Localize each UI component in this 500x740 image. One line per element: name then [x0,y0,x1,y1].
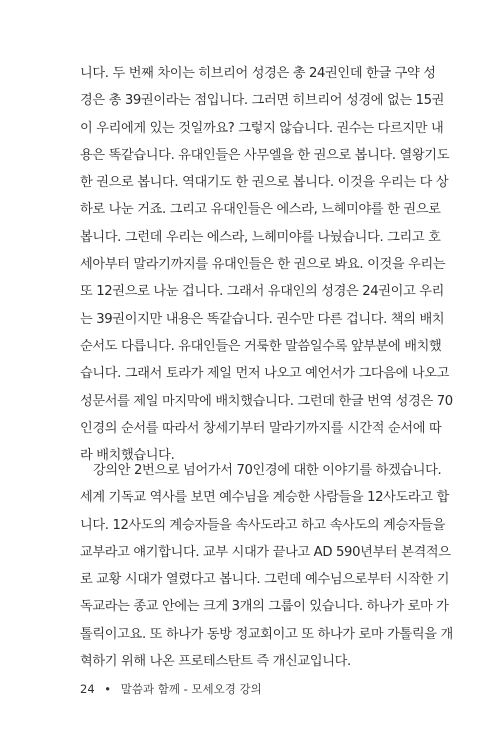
text-line: 용은 똑같습니다. 유대인들은 사무엘을 한 권으로 봅니다. 열왕기도 [80,147,450,163]
body-paragraph-2 [80,457,453,675]
body-paragraph-1 [80,60,453,469]
book-title: 말씀과 함께 - 모세오경 강의 [120,682,262,696]
text-line: 니다. 두 번째 차이는 히브리어 성경은 총 24권인데 한글 구약 성 [80,66,436,81]
text-line: 또 12권으로 나눈 겁니다. 그래서 유대인의 성경은 24권이고 우리 [80,284,445,300]
text-line: 순서도 다릅니다. 유대인들은 거룩한 말씀일수록 앞부분에 배치했 [80,338,442,354]
text-line: 한 권으로 봅니다. 역대기도 한 권으로 봅니다. 이것을 우리는 다 상 [80,175,449,191]
text-line: 성문서를 제일 마지막에 배치했습니다. 그런데 한글 번역 성경은 70 [80,393,453,409]
text-line: 혁하기 위해 나온 프로테스탄트 즉 개신교입니다. [80,654,351,670]
text-line: 로 교황 시대가 열렸다고 봅니다. 그런데 예수님으로부터 시작한 기 [80,572,450,588]
text-line: 경은 총 39권이라는 점입니다. 그러면 히브리어 성경에 없는 15권 [80,93,445,109]
text-line: 세계 기독교 역사를 보면 예수님을 계승한 사람들을 12사도라고 합 [80,490,449,506]
text-line: 톨릭이고요. 또 하나가 동방 정교회이고 또 하나가 로마 가톨릭을 개 [80,626,453,642]
text-line: 인경의 순서를 따라서 창세기부터 말라기까지를 시간적 순서에 따 [80,420,442,436]
text-line: 교부라고 얘기합니다. 교부 시대가 끝나고 AD 590년부터 본격적으 [80,544,451,560]
text-line: 라 배치했습니다. [80,448,175,464]
footer-separator: • [104,682,112,696]
text-line: 독교라는 종교 안에는 크게 3개의 그룹이 있습니다. 하나가 로마 가 [80,599,449,615]
text-line: 니다. 12사도의 계승자들을 속사도라고 하고 속사도의 계승자들을 [80,517,446,533]
page-number: 24 [80,682,95,696]
text-line: 습니다. 그래서 토라가 제일 먼저 나오고 예언서가 그다음에 나오고 [80,366,450,382]
text-line: 이 우리에게 있는 것일까요? 그렇지 않습니다. 권수는 다르지만 내 [80,120,444,136]
text-line: 는 39권이지만 내용은 똑같습니다. 권수만 다른 겁니다. 책의 배치 [80,311,445,327]
page-footer [80,679,262,699]
text-line: 봅니다. 그런데 우리는 에스라, 느헤미야를 나눴습니다. 그리고 호 [80,229,441,245]
text-line: 강의안 2번으로 넘어가서 70인경에 대한 이야기를 하겠습니다. [93,463,442,478]
text-line: 세아부터 말라기까지를 유대인들은 한 권으로 봐요. 이것을 우리는 [80,257,446,273]
text-line: 하로 나눈 거죠. 그리고 유대인들은 에스라, 느헤미야를 한 권으로 [80,202,441,218]
